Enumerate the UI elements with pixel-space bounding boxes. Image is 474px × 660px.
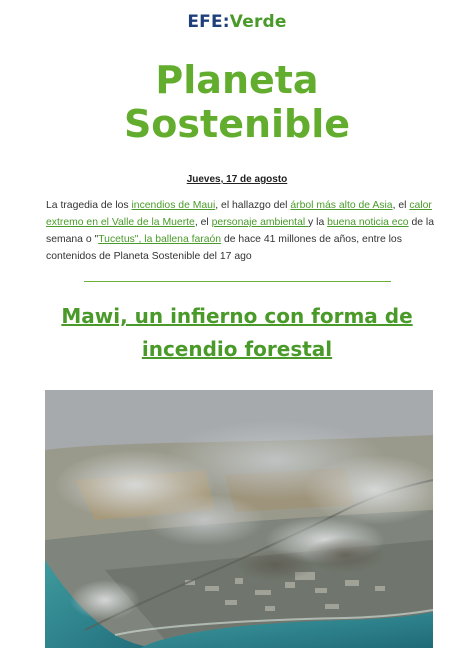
article-headline-link[interactable] xyxy=(0,300,474,366)
intro-text: , el xyxy=(194,217,212,228)
intro-text: La tragedia de los xyxy=(46,200,132,211)
intro-text: , el xyxy=(392,200,410,211)
title-line-1: Planeta xyxy=(155,58,319,102)
article-photo[interactable] xyxy=(45,390,433,648)
intro-text: de hace 41 millones de años, entre los contenidos de Planeta Sostenible del 17 ago xyxy=(46,234,402,262)
link-tucetus-ballena[interactable]: Tucetus", la ballena faraón xyxy=(98,234,222,245)
efe-verde-logo[interactable] xyxy=(0,12,474,32)
intro-text: , el hallazgo del xyxy=(215,200,291,211)
headline-line-1: Mawi, un infierno con forma de xyxy=(61,304,413,328)
logo-verde-text: Verde xyxy=(229,12,287,32)
aerial-wildfire-photo xyxy=(45,390,433,648)
link-calor-valle-muerte[interactable]: calor extremo en el Valle de la Muerte xyxy=(46,200,432,228)
intro-paragraph xyxy=(46,197,438,265)
link-personaje-ambiental[interactable]: personaje ambiental xyxy=(211,217,309,228)
issue-date: Jueves, 17 de agosto xyxy=(186,174,288,185)
newsletter-title xyxy=(0,58,474,146)
section-divider xyxy=(84,281,391,282)
intro-text: de la semana o " xyxy=(46,217,434,245)
title-line-2: Sostenible xyxy=(123,102,351,146)
headline-line-2: incendio forestal xyxy=(141,337,333,361)
link-buena-noticia-eco[interactable]: buena noticia eco xyxy=(327,217,409,228)
link-incendios-maui[interactable]: incendios de Maui xyxy=(131,200,216,211)
logo-efe-text: EFE xyxy=(187,12,223,32)
logo-separator: : xyxy=(222,12,230,32)
intro-text: y la xyxy=(308,217,328,228)
link-arbol-asia[interactable]: árbol más alto de Asia xyxy=(290,200,393,211)
